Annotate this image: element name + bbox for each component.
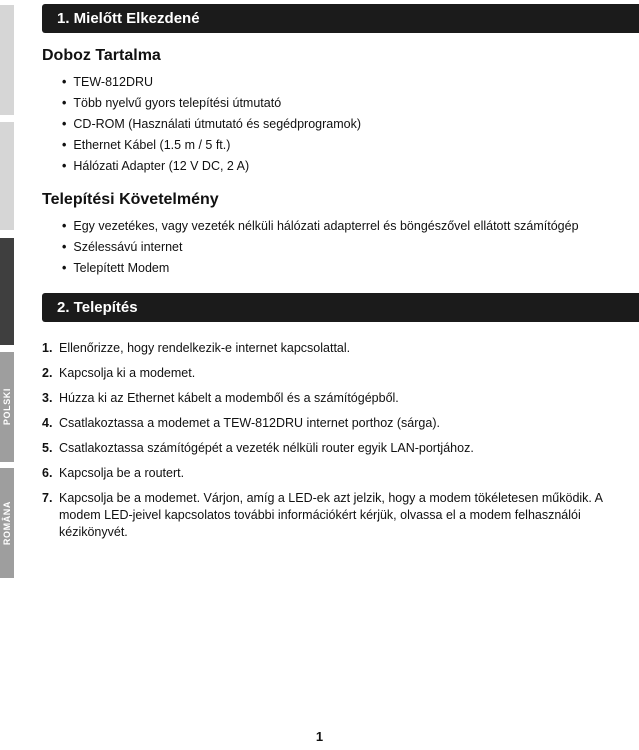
sidebar-tab-current (0, 238, 14, 345)
installation-steps (42, 340, 639, 541)
sidebar-tab-polski (0, 352, 14, 462)
list-item: • Több nyelvű gyors telepítési útmutató (62, 93, 639, 114)
box-contents-list (62, 72, 639, 177)
sidebar-tab-1 (0, 5, 14, 115)
step-number: 4. (42, 416, 53, 430)
step-item (42, 415, 639, 432)
step-text: Kapcsolja be a routert. (59, 466, 185, 480)
step-number: 1. (42, 341, 53, 355)
section-1-title: 1. Mielőtt Elkezdené (57, 10, 200, 27)
step-text: Kapcsolja ki a modemet. (59, 366, 196, 380)
step-number: 3. (42, 391, 53, 405)
step-item (42, 390, 639, 407)
sidebar-tab-romana-label: ROMÂNA (2, 500, 12, 546)
step-text: Ellenőrizze, hogy rendelkezik-e internet kapcsolattal. (59, 341, 351, 355)
page-content (42, 0, 639, 549)
step-item (42, 365, 639, 382)
list-item: • Hálózati Adapter (12 V DC, 2 A) (62, 156, 639, 177)
list-item: • Szélessávú internet (62, 237, 639, 258)
step-number: 7. (42, 491, 53, 505)
sidebar-tab-polski-label: POLSKI (2, 388, 12, 426)
step-number: 2. (42, 366, 53, 380)
section-2-header-bar (42, 293, 639, 322)
step-number: 6. (42, 466, 53, 480)
step-text: Kapcsolja be a modemet. Várjon, amíg a LED-ek azt jelzik, hogy a modem tökéletesen működik. A modem LED-jeivel kapcsolatos további információkért kérjük, olvassa el a modem felhasználói kézikönyvét. (59, 491, 603, 539)
step-text: Húzza ki az Ethernet kábelt a modemből és a számítógépből. (59, 391, 399, 405)
requirements-title: Telepítési Követelmény (42, 191, 219, 208)
list-item: • CD-ROM (Használati útmutató és segédprogramok) (62, 114, 639, 135)
step-text: Csatlakoztassa a modemet a TEW-812DRU internet porthoz (sárga). (59, 416, 440, 430)
box-contents-title: Doboz Tartalma (42, 47, 161, 64)
page-number: 1 (315, 729, 324, 744)
step-item (42, 490, 639, 541)
section-2-title: 2. Telepítés (57, 299, 138, 316)
list-item: • Telepített Modem (62, 258, 639, 279)
step-number: 5. (42, 441, 53, 455)
sidebar-tab-romana (0, 468, 14, 578)
sidebar-tab-2 (0, 122, 14, 230)
step-text: Csatlakoztassa számítógépét a vezeték nélküli router egyik LAN-portjához. (59, 441, 474, 455)
section-1-header-bar (42, 4, 639, 33)
requirements-list (62, 216, 639, 279)
list-item: • Ethernet Kábel (1.5 m / 5 ft.) (62, 135, 639, 156)
step-item (42, 440, 639, 457)
step-item (42, 340, 639, 357)
list-item: • TEW-812DRU (62, 72, 639, 93)
step-item (42, 465, 639, 482)
list-item: • Egy vezetékes, vagy vezeték nélküli hálózati adapterrel és böngészővel ellátott számítógép (62, 216, 639, 237)
